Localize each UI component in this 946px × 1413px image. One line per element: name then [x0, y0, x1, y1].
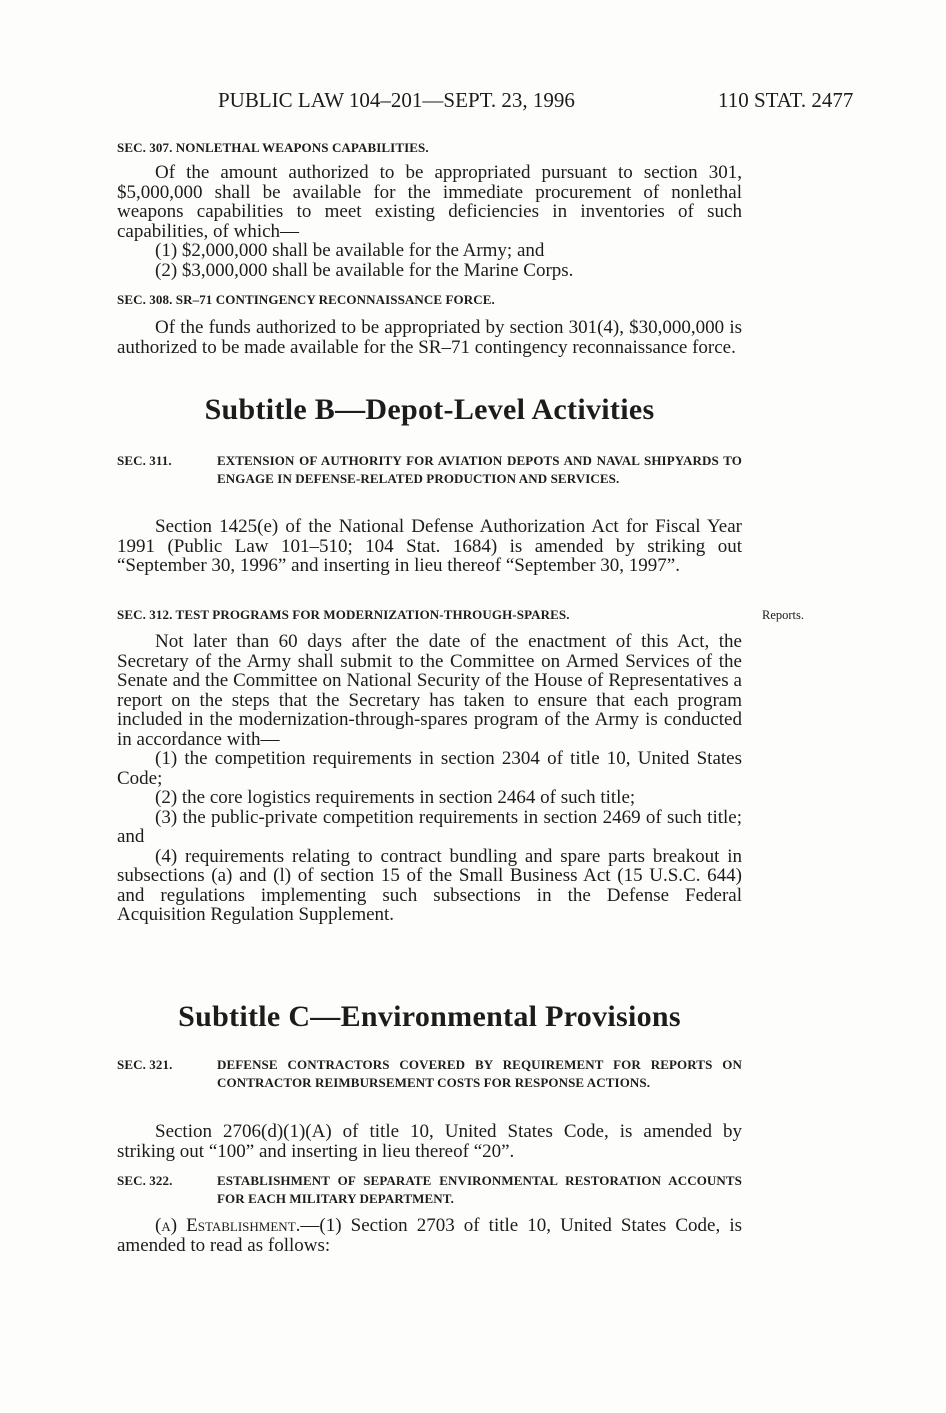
- list-item: (3) the public-private competition requirements in section 2469 of such title; and: [117, 806, 742, 847]
- section-number: SEC. 322.: [117, 1173, 173, 1188]
- header-law-citation: PUBLIC LAW 104–201—SEPT. 23, 1996: [218, 88, 575, 112]
- subtitle-heading: Subtitle B—Depot-Level Activities: [204, 393, 655, 426]
- running-header: [0, 88, 946, 118]
- paragraph: Section 1425(e) of the National Defense Authorization Act for Fiscal Year 1991 (Public Law 101–510; 104 Stat. 1684) is amended by striking out “September 30, 1996” and inserting in lieu thereof “September 30, 1997”.: [117, 516, 742, 576]
- section-308: [117, 291, 742, 309]
- section-311: [117, 452, 742, 488]
- section-heading: SEC. 312. TEST PROGRAMS FOR MODERNIZATION-THROUGH-SPARES.: [117, 607, 570, 622]
- section-307-body: [117, 163, 742, 280]
- section-title: DEFENSE CONTRACTORS COVERED BY REQUIREMENT FOR REPORTS ON CONTRACTOR REIMBURSEMENT COSTS FOR RESPONSE ACTIONS.: [217, 1057, 742, 1090]
- list-item: (1) the competition requirements in section 2304 of title 10, United States Code;: [117, 748, 742, 789]
- subtitle-b: [117, 393, 742, 427]
- section-heading: SEC. 307. NONLETHAL WEAPONS CAPABILITIES.: [117, 140, 429, 155]
- subsection-lead: (a) Establishment.: [155, 1215, 301, 1236]
- section-heading: SEC. 308. SR–71 CONTINGENCY RECONNAISSANCE FORCE.: [117, 292, 495, 307]
- section-heading: [117, 1172, 742, 1208]
- paragraph: [117, 1216, 742, 1255]
- section-title: EXTENSION OF AUTHORITY FOR AVIATION DEPOTS AND NAVAL SHIPYARDS TO ENGAGE IN DEFENSE-RELATED PRODUCTION AND SERVICES.: [217, 453, 742, 486]
- paragraph: Of the funds authorized to be appropriated by section 301(4), $30,000,000 is authorized to be made available for the SR–71 contingency reconnaissance force.: [117, 317, 742, 358]
- section-311-body: [117, 517, 742, 576]
- section-number: SEC. 311.: [117, 453, 172, 468]
- section-heading: [117, 452, 742, 488]
- paragraph: Not later than 60 days after the date of the enactment of this Act, the Secretary of the Army shall submit to the Committee on Armed Services of the Senate and the Committee on National Security of the House of Representatives a report on the steps that the Secretary has taken to ensure that each program included in the modernization-through-spares program of the Army is conducted in accordance with—: [117, 631, 742, 750]
- paragraph: Section 2706(d)(1)(A) of title 10, United States Code, is amended by striking out “100” and inserting in lieu thereof “20”.: [117, 1121, 742, 1162]
- subtitle-heading: Subtitle C—Environmental Provisions: [178, 1000, 681, 1033]
- section-321-body: [117, 1122, 742, 1161]
- section-312: [117, 606, 742, 624]
- section-322: [117, 1172, 742, 1208]
- section-322-body: [117, 1216, 742, 1255]
- section-number: SEC. 321.: [117, 1057, 173, 1072]
- subtitle-c: [117, 1000, 742, 1034]
- section-307: [117, 139, 742, 157]
- header-stat-page: 110 STAT. 2477: [718, 88, 854, 112]
- list-item: (4) requirements relating to contract bundling and spare parts breakout in subsections (a) and (l) of section 15 of the Small Business Act (15 U.S.C. 644) and regulations implementing such subsections in the Defense Federal Acquisition Regulation Supplement.: [117, 845, 742, 925]
- section-title: ESTABLISHMENT OF SEPARATE ENVIRONMENTAL RESTORATION ACCOUNTS FOR EACH MILITARY DEPARTMENT.: [217, 1173, 742, 1206]
- margin-note: Reports.: [762, 608, 805, 622]
- section-heading: [117, 1056, 742, 1092]
- subsection-text: —(1) Section 2703 of title 10, United States Code, is amended to read as follows:: [117, 1215, 742, 1256]
- section-321: [117, 1056, 742, 1092]
- list-item: (2) $3,000,000 shall be available for the Marine Corps.: [155, 259, 574, 281]
- section-312-body: [117, 632, 742, 925]
- list-item: (1) $2,000,000 shall be available for the Army; and: [155, 240, 545, 261]
- section-308-body: [117, 318, 742, 357]
- list-item: (2) the core logistics requirements in section 2464 of such title;: [155, 787, 636, 808]
- paragraph: Of the amount authorized to be appropriated pursuant to section 301, $5,000,000 shall be available for the immediate procurement of nonlethal weapons capabilities to meet existing deficiencies in inventories of such capabilities, of which—: [117, 162, 742, 242]
